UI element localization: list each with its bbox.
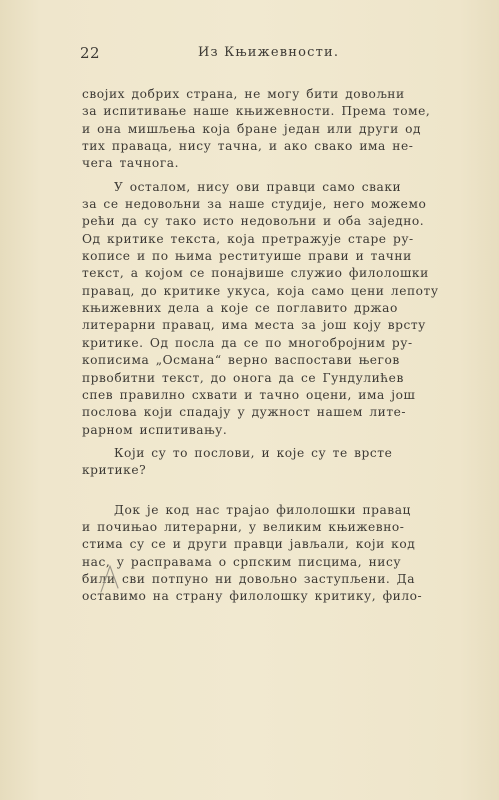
text-line: текст, а којом се понајвише служио филолошки	[82, 266, 429, 281]
text-line: кописе и по њима реституише прави и тачни	[82, 249, 412, 264]
page-number: 22	[80, 44, 101, 62]
text-line: и она мишљења која бране један или други од	[82, 121, 422, 136]
text-line: правац, до критике укуса, која само цени лепоту	[82, 283, 439, 298]
text-line: кописима „Османа“ верно васпостави његов	[82, 353, 400, 368]
text-line: нас, у расправама о српским писцима, нису	[82, 554, 402, 569]
text-line: спев правилно схвати и тачно оцени, има још	[82, 387, 416, 402]
text-line: критике. Од посла да се по многобројним ру-	[82, 335, 413, 350]
text-line: чега тачнога.	[82, 156, 179, 171]
pencil-margin-mark	[98, 562, 120, 594]
text-line: рарном испитивању.	[82, 422, 228, 437]
text-line: Који су то послови, и које су те врсте	[114, 445, 393, 460]
page-header	[80, 44, 440, 64]
text-line: Док је код нас трајао филолошки правац	[114, 502, 411, 517]
paragraph-gap	[82, 480, 442, 502]
paragraph-3	[82, 445, 442, 480]
text-line: послова који спадају у дужност нашем лите-	[82, 405, 407, 420]
paragraph-4	[82, 502, 442, 606]
text-line: књижевних дела а које се поглавито држао	[82, 301, 398, 316]
text-line: за се недовољни за наше студије, него можемо	[82, 197, 427, 212]
text-line: литерарни правац, има места за још коју врсту	[82, 318, 426, 333]
text-line: својих добрих страна, не могу бити довољни	[82, 87, 405, 101]
running-title: Из Књижевности.	[198, 45, 340, 60]
body-text	[82, 86, 442, 606]
text-line: и почињао литерарни, у великим књижевно-	[82, 519, 405, 534]
text-line: У осталом, нису ови правци само сваки	[114, 179, 402, 194]
text-line: рећи да су тако исто недовољни и оба заједно.	[82, 214, 425, 229]
text-line: тих праваца, нису тачна, и ако свако има не-	[82, 139, 414, 154]
text-line: Од критике текста, која претражује старе ру-	[82, 231, 414, 246]
paragraph-1	[82, 86, 442, 173]
text-line: критике?	[82, 463, 147, 478]
text-line: били сви потпуно ни довољно заступљени. Да	[82, 571, 416, 586]
text-line: оставимо на страну филолошку критику, фило-	[82, 589, 423, 604]
text-line: стима су се и други правци јављали, који код	[82, 537, 416, 552]
text-line: првобитни текст, до онога да се Гундулићев	[82, 370, 404, 385]
text-line: за испитивање наше књижевности. Према томе,	[82, 104, 431, 119]
paragraph-2	[82, 179, 442, 439]
